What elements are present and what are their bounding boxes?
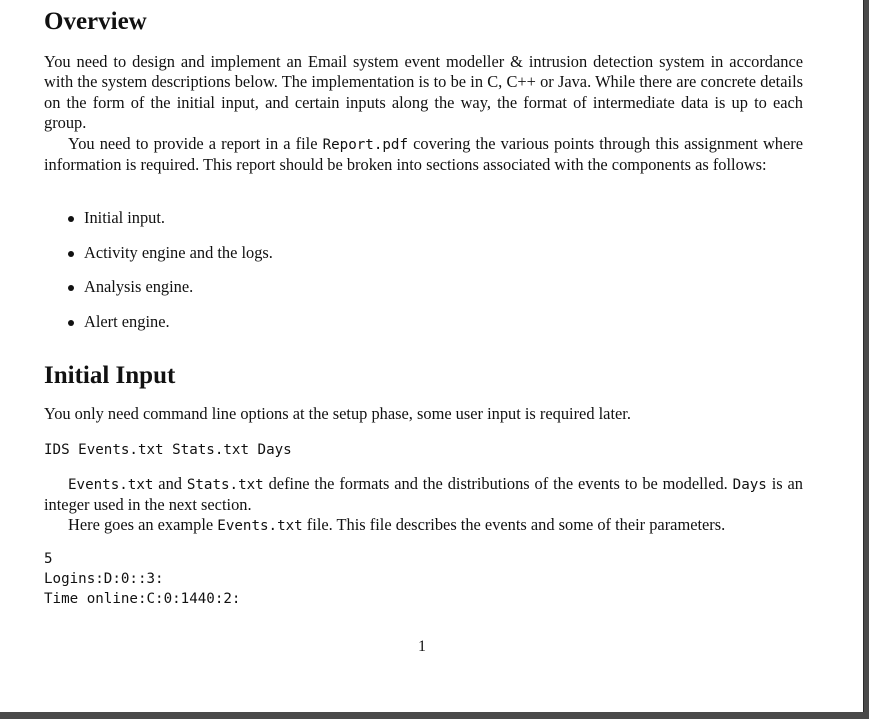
command-line-example: IDS Events.txt Stats.txt Days — [44, 442, 292, 458]
initial-input-paragraph-3-text-b: file. This file describes the events and some of their parameters. — [302, 515, 726, 534]
list-item — [68, 312, 273, 347]
example-line-3: Time online:C:0:1440:2: — [44, 591, 241, 607]
list-item-label: Analysis engine. — [84, 277, 194, 296]
example-line-1: 5 — [44, 551, 53, 567]
initial-input-paragraph-3-text-a: Here goes an example — [68, 515, 218, 534]
bullet-icon — [68, 216, 74, 222]
report-filename: Report.pdf — [322, 137, 408, 153]
list-item-label: Initial input. — [84, 208, 166, 227]
initial-input-paragraph-2-text-c: is an integer used in the next section. — [44, 474, 803, 515]
initial-input-paragraph-1: You only need command line options at the setup phase, some user input is required later. — [44, 404, 631, 423]
events-filename: Events.txt — [68, 477, 154, 493]
initial-input-heading: Initial Input — [44, 362, 176, 389]
bullet-icon — [68, 320, 74, 326]
list-item — [68, 208, 273, 243]
overview-heading: Overview — [44, 8, 147, 35]
example-line-2: Logins:D:0::3: — [44, 571, 164, 587]
overview-paragraph-2 — [44, 134, 803, 176]
overview-paragraph-1 — [44, 52, 803, 134]
list-item — [68, 243, 273, 278]
list-item — [68, 277, 273, 312]
overview-paragraph-2-text-a: You need to provide a report in a file — [68, 134, 323, 153]
component-list — [68, 208, 273, 346]
list-item-label: Alert engine. — [84, 311, 170, 331]
bullet-icon — [68, 251, 74, 257]
page-number: 1 — [418, 638, 426, 655]
overview-paragraph-1-text: You need to design and implement an Email system event modeller & intrusion detection system in accordance with the system descriptions below. The implementation is to be in C, C++ or Java. While there are concrete details on the form of the initial input, and certain inputs along the way, the format of intermediate data is up to each group. — [44, 52, 803, 133]
list-item-label: Activity engine and the logs. — [84, 242, 273, 262]
initial-input-paragraph-3 — [44, 515, 803, 536]
initial-input-paragraph-2-text-b: define the formats and the distributions of the events to be modelled. — [263, 474, 733, 493]
initial-input-paragraph-2 — [44, 474, 803, 516]
overview-paragraph-2-text-b: covering the various points through this assignment where information is required. This report should be broken into sections associated with the components as follows: — [44, 134, 803, 175]
events-filename: Events.txt — [217, 518, 303, 534]
bullet-icon — [68, 285, 74, 291]
days-param: Days — [732, 477, 767, 493]
initial-input-paragraph-2-text-a: and — [153, 474, 187, 493]
stats-filename: Stats.txt — [186, 477, 264, 493]
